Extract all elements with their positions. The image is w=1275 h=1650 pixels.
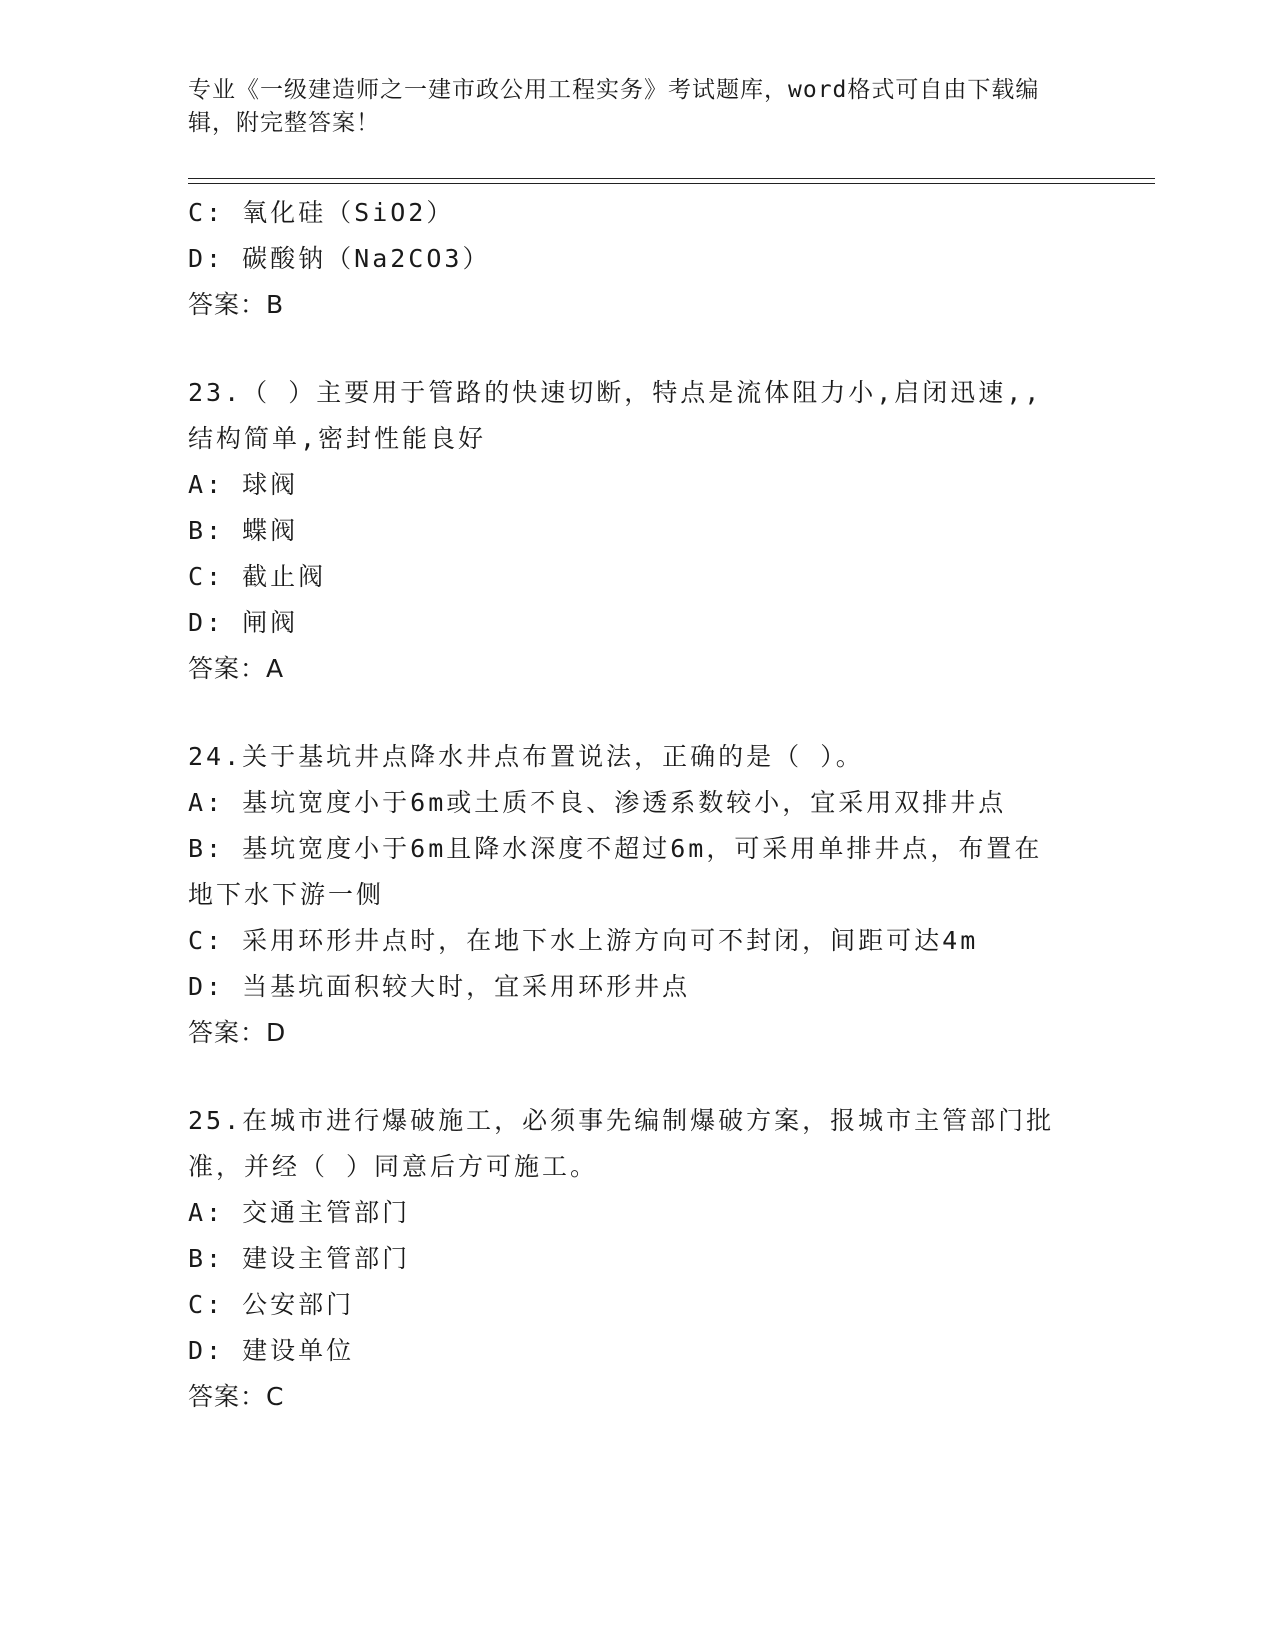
- q22-option-d: D: 碳酸钠（Na2CO3）: [188, 244, 491, 273]
- q23-answer: 答案：A: [188, 654, 285, 683]
- spacer: [188, 328, 1088, 370]
- spacer: [188, 1056, 1088, 1098]
- question-23: [188, 370, 1088, 692]
- header-divider-bottom: [188, 183, 1155, 184]
- q25-option-b: B: 建设主管部门: [188, 1244, 411, 1273]
- q23-option-a: A: 球阀: [188, 470, 299, 499]
- q24-option-b-line-2: 地下水下游一侧: [188, 880, 385, 909]
- q25-answer: 答案：C: [188, 1382, 285, 1411]
- question-content: [188, 190, 1088, 1420]
- q24-option-a: A: 基坑宽度小于6m或土质不良、渗透系数较小，宜采用双排井点: [188, 788, 1007, 817]
- q24-option-b-line-1: B: 基坑宽度小于6m且降水深度不超过6m，可采用单排井点，布置在: [188, 834, 1043, 863]
- q25-option-d: D: 建设单位: [188, 1336, 355, 1365]
- header-line-1: 专业《一级建造师之一建市政公用工程实务》考试题库，word格式可自由下载编: [188, 77, 1040, 103]
- q23-option-d: D: 闸阀: [188, 608, 299, 637]
- q23-option-c: C: 截止阀: [188, 562, 327, 591]
- q23-option-b: B: 蝶阀: [188, 516, 299, 545]
- question-25: [188, 1098, 1088, 1420]
- q25-stem-line-2: 准，并经（ ）同意后方可施工。: [188, 1152, 599, 1181]
- q23-stem-line-1: 23.（ ）主要用于管路的快速切断，特点是流体阻力小,启闭迅速,,: [188, 378, 1043, 407]
- q24-stem: 24.关于基坑井点降水井点布置说法，正确的是（ ）。: [188, 742, 864, 771]
- question-24: [188, 734, 1088, 1056]
- q22-answer: 答案：B: [188, 290, 285, 319]
- q25-option-a: A: 交通主管部门: [188, 1198, 411, 1227]
- document-header: [188, 74, 1068, 140]
- q25-option-c: C: 公安部门: [188, 1290, 355, 1319]
- header-line-2: 辑，附完整答案！: [188, 110, 380, 136]
- q22-option-c: C: 氧化硅（SiO2）: [188, 198, 455, 227]
- header-divider-top: [188, 178, 1155, 179]
- q25-stem-line-1: 25.在城市进行爆破施工，必须事先编制爆破方案，报城市主管部门批: [188, 1106, 1055, 1135]
- q24-answer: 答案：D: [188, 1018, 287, 1047]
- q23-stem-line-2: 结构简单,密封性能良好: [188, 424, 487, 453]
- spacer: [188, 692, 1088, 734]
- question-22: [188, 190, 1088, 328]
- q24-option-c: C: 采用环形井点时，在地下水上游方向可不封闭，间距可达4m: [188, 926, 979, 955]
- q24-option-d: D: 当基坑面积较大时，宜采用环形井点: [188, 972, 691, 1001]
